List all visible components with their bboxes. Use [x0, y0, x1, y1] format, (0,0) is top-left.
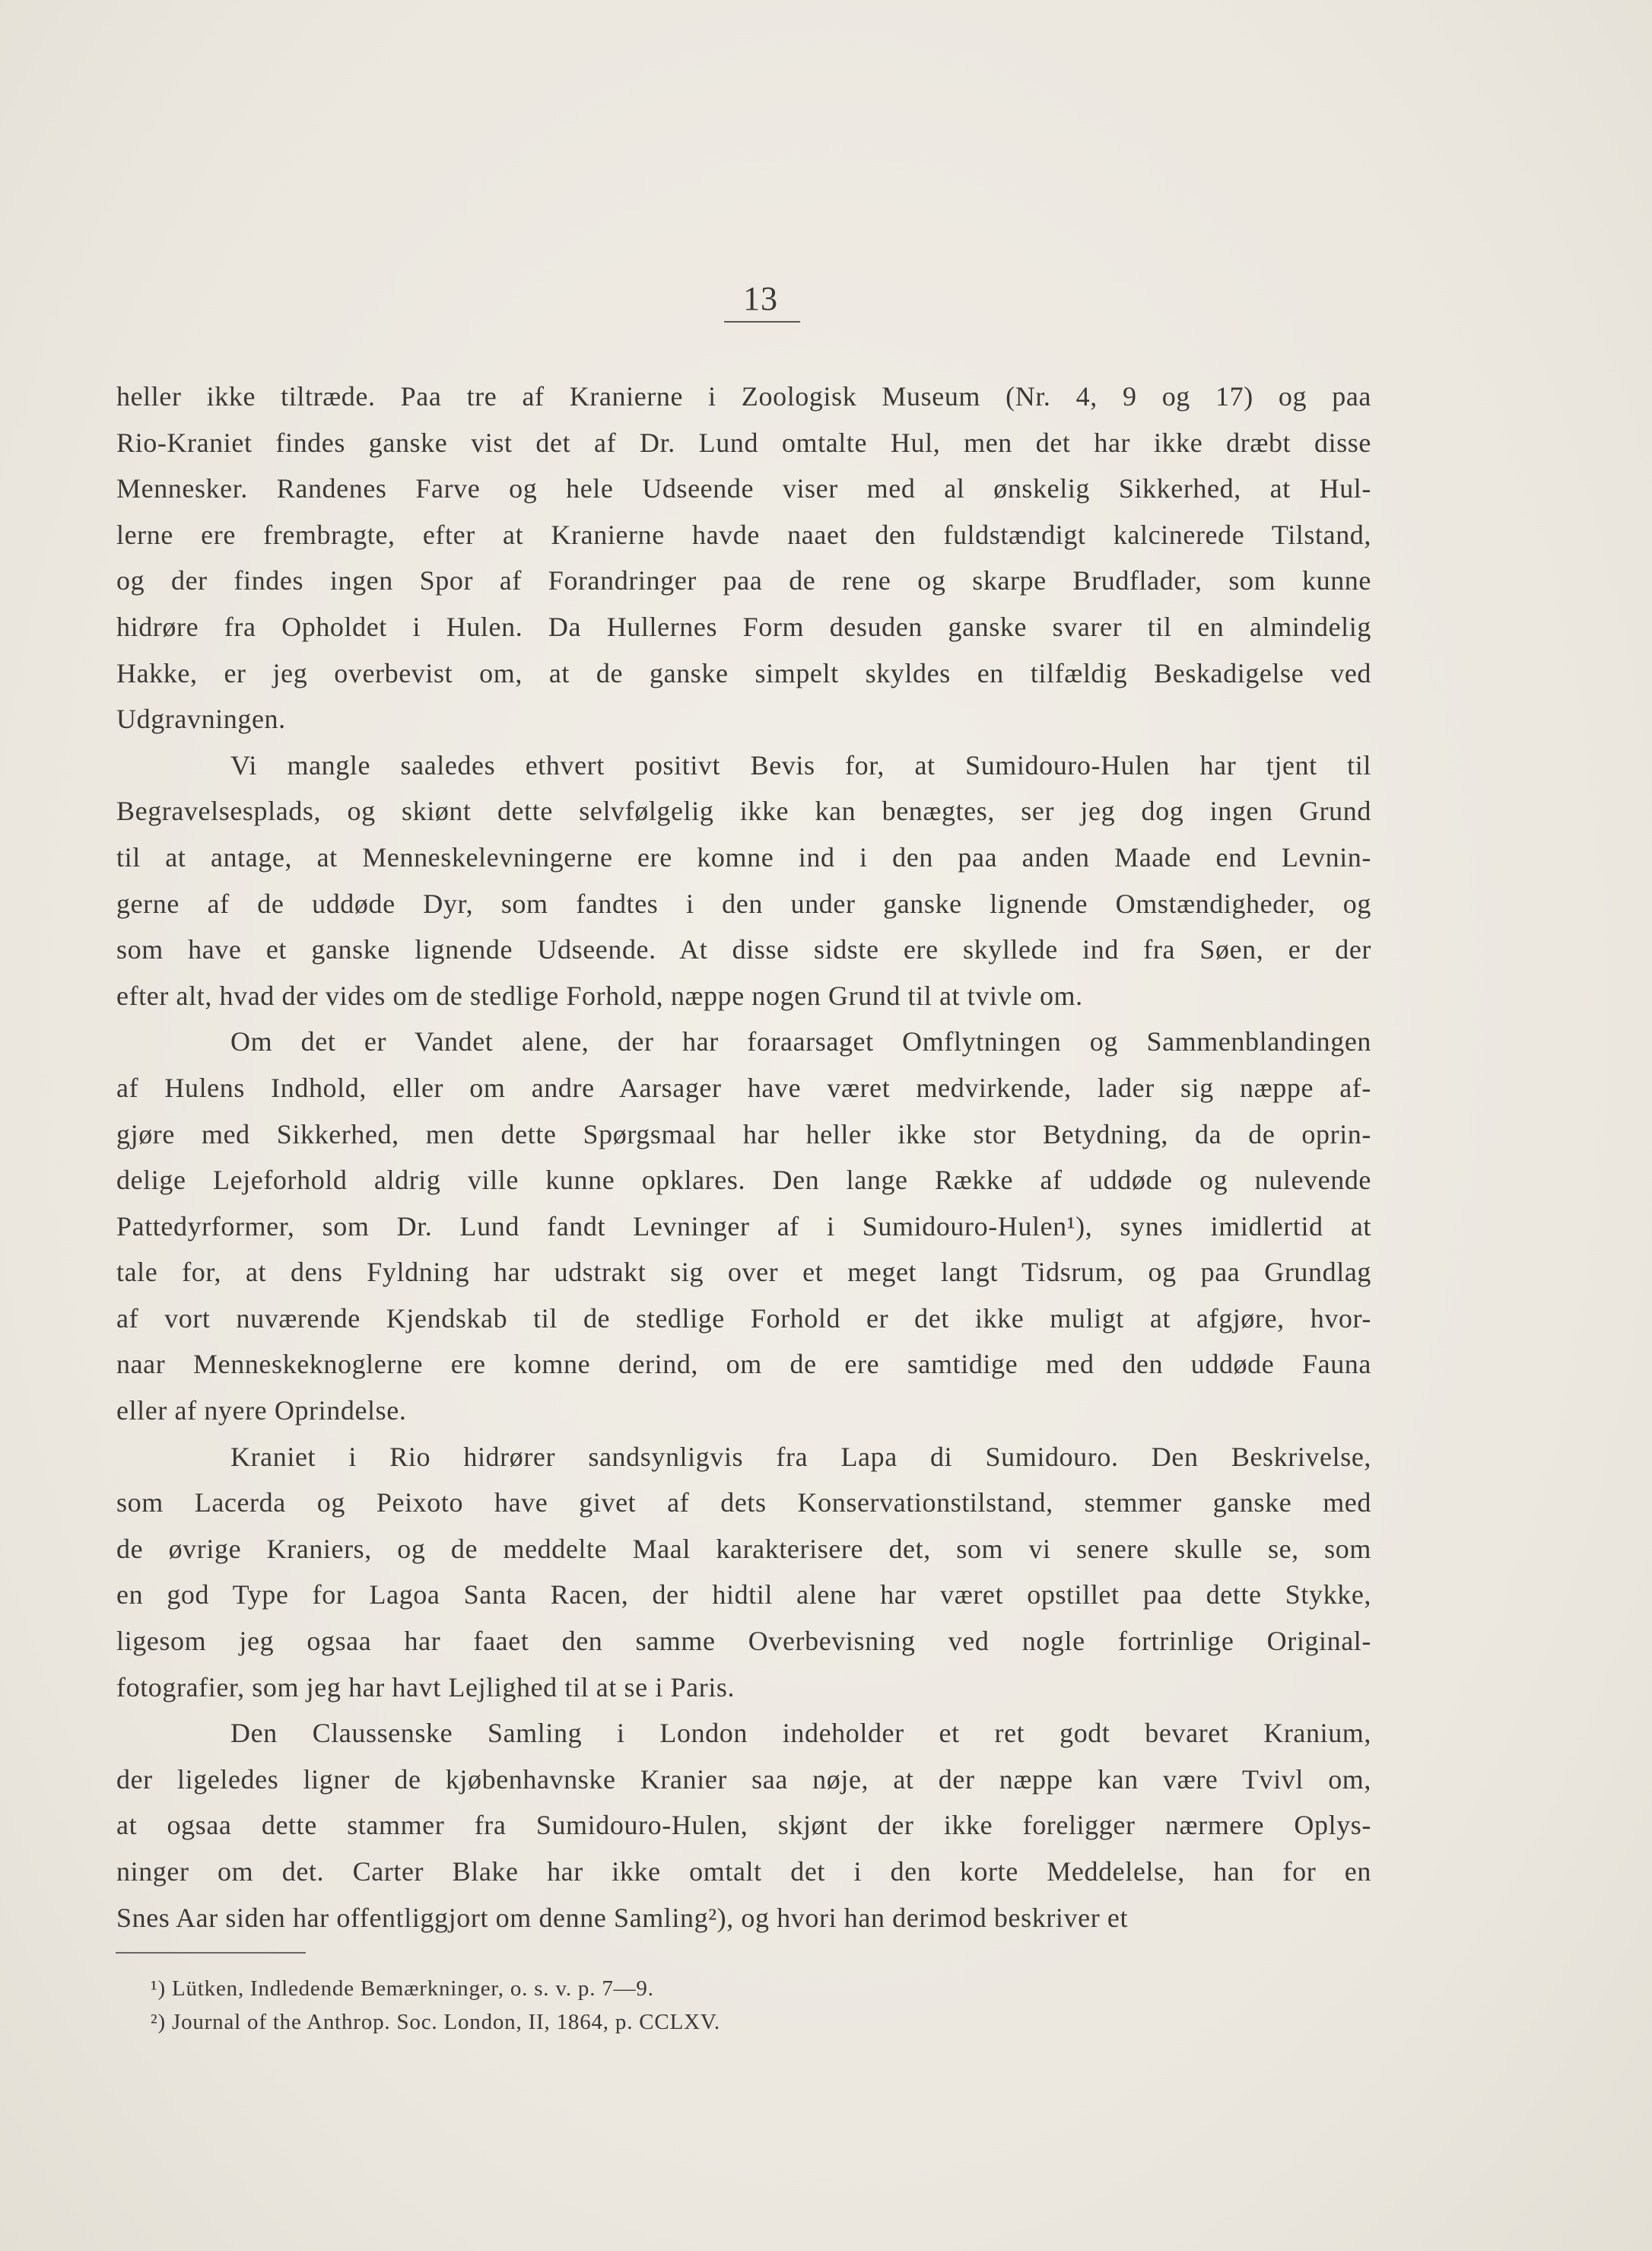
- text-line: gjøre med Sikkerhed, men dette Spørgsmaal har heller ikke stor Betydning, da de oprin-: [116, 1118, 1371, 1149]
- text-line: eller af nyere Oprindelse.: [116, 1395, 407, 1426]
- body-text: [116, 374, 1371, 1941]
- paragraph: [116, 1710, 1371, 1941]
- text-line: fotografier, som jeg har havt Lejlighed til at se i Paris.: [116, 1671, 735, 1703]
- footnote-divider: [116, 1952, 306, 1954]
- page-number-rule: [724, 321, 800, 323]
- paragraph: [116, 742, 1371, 1019]
- text-line: af Hulens Indhold, eller om andre Aarsager have været medvirkende, lader sig næppe af-: [116, 1072, 1371, 1103]
- text-line: Snes Aar siden har offentliggjort om denne Samling²), og hvori han derimod beskriver et: [116, 1902, 1129, 1933]
- text-line: de øvrige Kraniers, og de meddelte Maal karakterisere det, som vi senere skulle se, som: [116, 1533, 1371, 1564]
- text-line: Kraniet i Rio hidrører sandsynligvis fra Lapa di Sumidouro. Den Beskrivelse,: [230, 1441, 1371, 1472]
- text-line: gerne af de uddøde Dyr, som fandtes i den under ganske lignende Omstændigheder, og: [116, 888, 1371, 919]
- text-line: af vort nuværende Kjendskab til de stedlige Forhold er det ikke muligt at afgjøre, hvor-: [116, 1302, 1371, 1334]
- text-line: lerne ere frembragte, efter at Kranierne havde naaet den fuldstændigt kalcinerede Tilstand,: [116, 519, 1371, 550]
- text-line: som Lacerda og Peixoto have givet af dets Konservationstilstand, stemmer ganske med: [116, 1487, 1371, 1518]
- footnote: ²) Journal of the Anthrop. Soc. London, II, 1864, p. CCLXV.: [151, 2010, 720, 2034]
- text-line: en god Type for Lagoa Santa Racen, der hidtil alene har været opstillet paa dette Stykke,: [116, 1579, 1371, 1610]
- text-line: Rio-Kraniet findes ganske vist det af Dr. Lund omtalte Hul, men det har ikke dræbt disse: [116, 427, 1371, 458]
- paragraph: [116, 1434, 1371, 1711]
- text-line: Pattedyrformer, som Dr. Lund fandt Levninger af i Sumidouro-Hulen¹), synes imidlertid at: [116, 1210, 1371, 1242]
- text-line: Mennesker. Randenes Farve og hele Udseende viser med al ønskelig Sikkerhed, at Hul-: [116, 473, 1371, 504]
- footnotes: [151, 1972, 1063, 2039]
- text-line: hidrøre fra Opholdet i Hulen. Da Hullernes Form desuden ganske svarer til en almindelig: [116, 611, 1371, 642]
- text-line: der ligeledes ligner de kjøbenhavnske Kranier saa nøje, at der næppe kan være Tvivl om,: [116, 1763, 1371, 1795]
- text-line: som have et ganske lignende Udseende. At disse sidste ere skyllede ind fra Søen, er der: [116, 934, 1371, 965]
- text-line: delige Lejeforhold aldrig ville kunne opklares. Den lange Række af uddøde og nulevende: [116, 1165, 1371, 1196]
- text-line: ninger om det. Carter Blake har ikke omtalt det i den korte Meddelelse, han for en: [116, 1856, 1371, 1887]
- text-line: naar Menneskeknoglerne ere komne derind, om de ere samtidige med den uddøde Fauna: [116, 1349, 1371, 1380]
- text-line: til at antage, at Menneskelevningerne ere komne ind i den paa anden Maade end Levnin-: [116, 841, 1371, 873]
- text-line: Om det er Vandet alene, der har foraarsaget Omflytningen og Sammenblandingen: [230, 1026, 1371, 1057]
- text-line: og der findes ingen Spor af Forandringer paa de rene og skarpe Brudflader, som kunne: [116, 565, 1371, 596]
- text-line: heller ikke tiltræde. Paa tre af Kranierne i Zoologisk Museum (Nr. 4, 9 og 17) og paa: [116, 381, 1371, 412]
- page-number: 13: [743, 280, 778, 317]
- text-line: efter alt, hvad der vides om de stedlige Forhold, næppe nogen Grund til at tvivle om.: [116, 980, 1083, 1011]
- text-line: at ogsaa dette stammer fra Sumidouro-Hulen, skjønt der ikke foreligger nærmere Oplys-: [116, 1810, 1371, 1841]
- text-line: Hakke, er jeg overbevist om, at de ganske simpelt skyldes en tilfældig Beskadigelse ved: [116, 657, 1371, 688]
- text-line: ligesom jeg ogsaa har faaet den samme Overbevisning ved nogle fortrinlige Original-: [116, 1626, 1371, 1657]
- text-line: Den Claussenske Samling i London indeholder et ret godt bevaret Kranium,: [230, 1718, 1371, 1749]
- paragraph: [116, 1019, 1371, 1433]
- paragraph: [116, 374, 1371, 742]
- footnote: ¹) Lütken, Indledende Bemærkninger, o. s. v. p. 7—9.: [151, 1976, 654, 2001]
- text-line: Udgravningen.: [116, 704, 286, 735]
- text-line: tale for, at dens Fyldning har udstrakt sig over et meget langt Tidsrum, og paa Grundlag: [116, 1257, 1371, 1288]
- text-line: Begravelsesplads, og skiønt dette selvfølgelig ikke kan benægtes, ser jeg dog ingen Grund: [116, 796, 1371, 827]
- text-line: Vi mangle saaledes ethvert positivt Bevis for, at Sumidouro-Hulen har tjent til: [230, 749, 1371, 781]
